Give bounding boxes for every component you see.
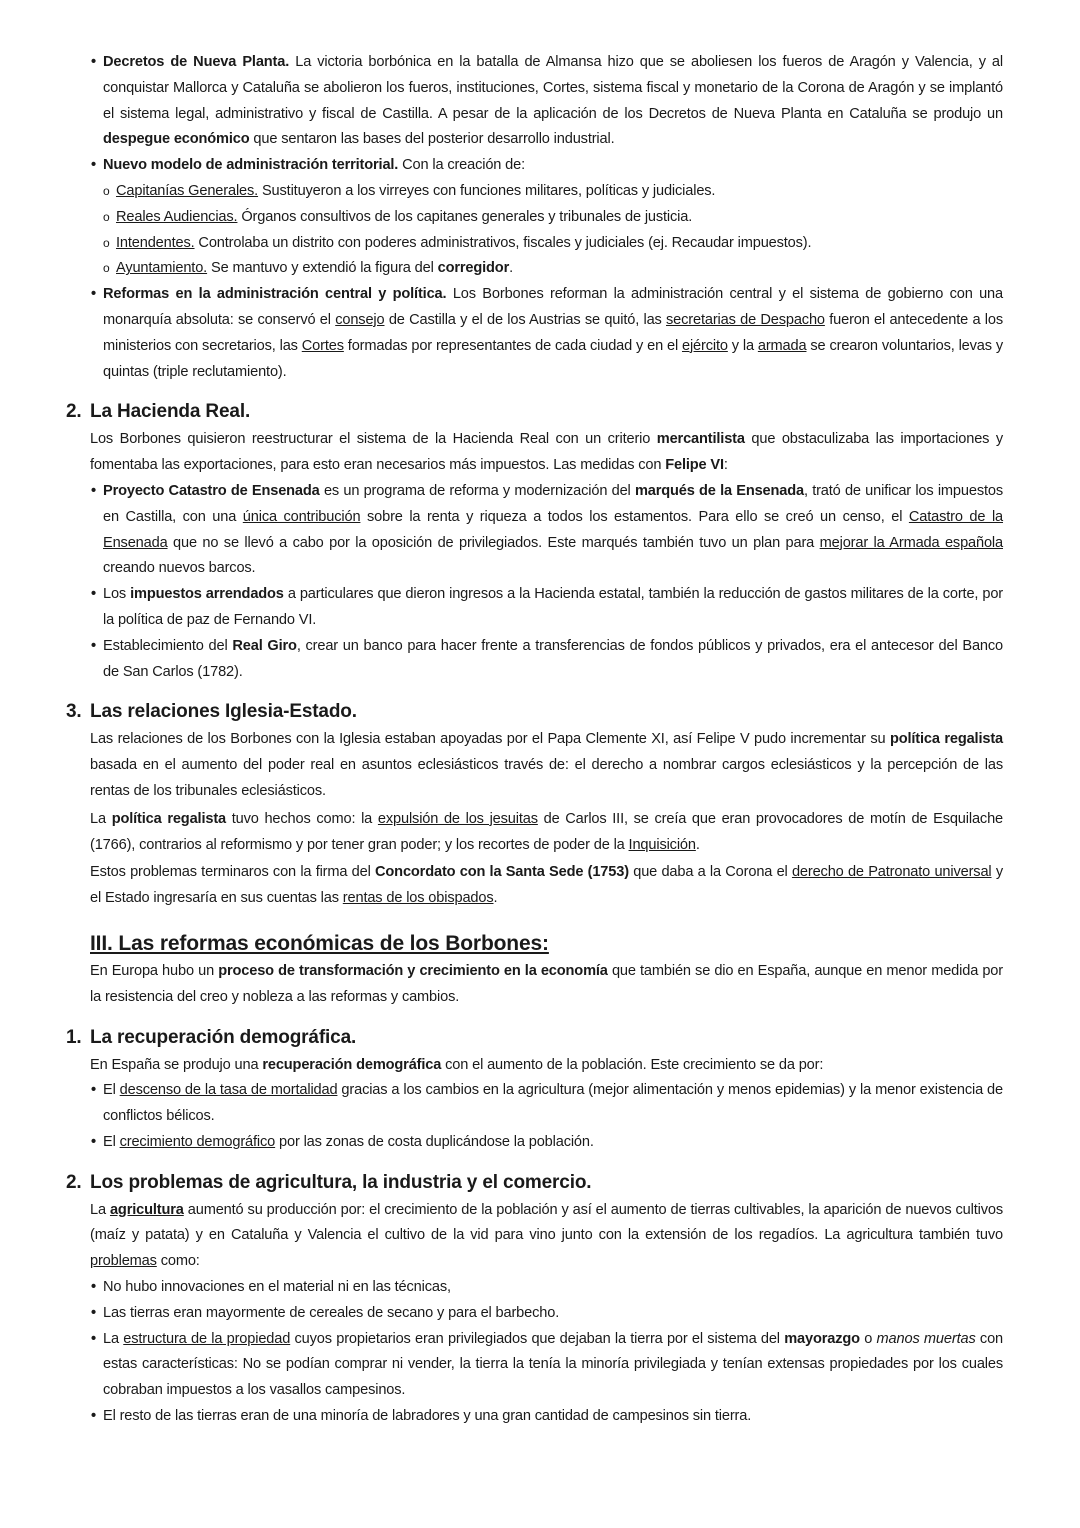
bold-text: marqués de la Ensenada [634,482,804,499]
bullet-item [103,634,1003,686]
underlined-text: secretarias de Despacho [666,311,825,328]
bullet-item [103,282,1003,385]
bullet-item [103,153,1003,179]
underlined-text: descenso de la tasa de mortalidad [119,1082,338,1099]
heading-number: 1. [66,1026,82,1048]
underlined-text: armada [757,337,807,354]
text-run: Las relaciones de los Borbones con la Iglesia estaban apoyadas por el Papa Clemente XI, así Felipe V pudo incrementar su [90,731,890,748]
bullet-item [103,1130,1003,1156]
text-run: Los problemas de agricultura, la industria y el comercio. [90,1171,592,1193]
bullet-item [103,50,1003,153]
bold-text: despegue económico [103,131,250,148]
text-run: . [509,260,513,277]
text-run: , crear un banco para hacer frente a transferencias de fondos públicos y privados, era el antecesor del Banco de San Carlos (1782). [103,637,1004,680]
text-run: que también se dio en España, aunque en menor medida por la resistencia del creo y nobleza a las reformas y cambios. [90,962,1003,1005]
bullet-item [103,1404,1003,1430]
heading-number: 2. [66,401,82,423]
bold-text: Reformas en la administración central y política. [103,286,447,303]
underlined-text: Capitanías Generales. [116,182,259,199]
heading-number: 2. [66,1171,82,1193]
bold-text: Concordato con la Santa Sede (1753) [375,864,629,881]
paragraph [90,807,1003,859]
underlined-text: rentas de los obispados [342,890,494,907]
text-run: III. Las reformas económicas de los Borbones: [90,931,549,955]
text-run: y el Estado ingresaría en sus cuentas las [90,864,1003,907]
text-run: o [859,1330,877,1347]
paragraph [90,727,1003,804]
text-run: que daba a la Corona el [628,864,792,881]
section-heading [66,1170,1080,1196]
text-run: sobre la renta y riqueza a todos los estamentos. Para ello se creó un censo, el [360,508,909,525]
bold-text: Proyecto Catastro de Ensenada [103,482,320,499]
text-run: como: [156,1253,200,1270]
underlined-text: problemas [90,1253,157,1270]
paragraph [90,1198,1003,1275]
underlined-text: estructura de la propiedad [123,1330,291,1347]
text-run: Con la creación de: [398,157,526,174]
text-run: con estas características: No se podían comprar ni vender, la tierra la tenía la minoría privilegiada y tenían extensas propiedades por los cuales cobraban impuestos a los vasallos campesinos. [103,1330,1003,1399]
text-run: Controlaba un distrito con poderes administrativos, fiscales y judiciales (ej. Recaudar impuestos). [194,234,812,251]
underlined-text: derecho de Patronato universal [791,864,992,881]
text-run: Los [103,586,131,603]
text-run: Estos problemas terminaros con la firma del [90,864,376,881]
underlined-text: crecimiento demográfico [119,1133,276,1150]
text-run: que obstaculizaba las importaciones y fomentaba las exportaciones, para esto eran necesarios más impuestos. Las medidas con [90,431,1003,474]
text-run: fueron el antecedente a los ministerios con secretarios, las [103,311,1004,354]
text-run: Los Borbones reforman la administración central y el sistema de gobierno con una monarquía absoluta: se conservó el [103,286,1003,328]
bold-text: corregidor [437,260,510,277]
section-heading [66,399,1080,425]
bullet-item [103,1301,1003,1327]
sub-bullet-item [116,231,1003,257]
text-run: gracias a los cambios en la agricultura (mejor alimentación y menos epidemias) y la menor existencia de conflictos bélicos. [103,1082,1003,1125]
paragraph [90,860,1003,912]
text-run: En Europa hubo un [90,962,219,979]
bold-text: Decretos de Nueva Planta. [103,54,290,70]
text-run: : [723,457,728,474]
underlined-text: mejorar la Armada española [819,534,1003,551]
bold-text: Nuevo modelo de administración territorial. [103,157,399,174]
text-run: con el aumento de la población. Este crecimiento se da por: [441,1056,824,1073]
underlined-text: Intendentes. [116,234,195,251]
chapter-heading [90,930,1080,958]
section-heading [66,699,1080,725]
text-run: La recuperación demográfica. [90,1026,357,1048]
bold-text: mercantilista [656,431,745,448]
text-run: se crearon voluntarios, levas y quintas (triple reclutamiento). [103,337,1003,380]
text-run: Órganos consultivos de los capitanes generales y tribunales de justicia. [237,208,693,225]
underlined-text: expulsión de los jesuitas [377,810,538,827]
sub-bullet-item [116,179,1003,205]
text-run: Se mantuvo y extendió la figura del [207,260,438,277]
text-run: que no se llevó a cabo por la oposición de privilegiados. Este marqués también tuvo un plan para [167,534,820,551]
bold-text: política regalista [889,731,1004,748]
paragraph [90,1053,1003,1079]
text-run: es un programa de reforma y modernización del [319,482,635,499]
text-run: tuvo hechos como: la [226,810,378,827]
text-run: Las relaciones Iglesia-Estado. [90,701,357,723]
text-run: Sustituyeron a los virreyes con funciones militares, políticas y judiciales. [258,182,716,199]
underlined-text: Reales Audiencias. [116,208,238,225]
text-run: La [90,1201,110,1218]
bullet-item [103,1327,1003,1404]
bullet-item [103,1275,1003,1301]
bold-text: impuestos arrendados [130,586,284,603]
underlined-text: Cortes [301,337,344,354]
sub-bullet-item [116,256,1003,282]
text-run: basada en el aumento del poder real en asuntos eclesiásticos través de: el derecho a nombrar cargos eclesiásticos y la percepción de las rentas de los tribunales eclesiásticos. [90,757,1003,799]
bullet-item [103,1078,1003,1130]
text-run: Las tierras eran mayormente de cereales de secano y para el barbecho. [103,1304,560,1321]
text-run: . [493,890,498,907]
text-run: . [695,836,700,853]
document-page [0,50,1080,1430]
paragraph [90,959,1003,1011]
text-run: de Castilla y el de los Austrias se quitó, las [384,311,667,328]
sub-bullet-item [116,205,1003,231]
heading-number: 3. [66,701,82,723]
bullet-item [103,479,1003,582]
bullet-item [103,582,1003,634]
text-run: aumentó su producción por: el crecimiento de la población y así el aumento de tierras cultivables, la aparición de nuevos cultivos (maíz y patata) y en Cataluña y Valencia el cultivo de la vid para vino junto con la extensión de los regadíos. La agricultura también tuvo [90,1201,1003,1244]
text-run: Establecimiento del [103,637,233,654]
text-run: que sentaron las bases del posterior desarrollo industrial. [249,131,615,148]
section-heading [66,1025,1080,1051]
text-run: , trató de unificar los impuestos en Castilla, con una [103,482,1003,525]
text-run: El [103,1133,120,1150]
text-run: El [103,1082,120,1099]
bold-text: recuperación demográfica [262,1056,442,1073]
underlined-text: ejército [681,337,728,354]
underlined-text: Ayuntamiento. [116,260,208,277]
text-run: La [103,1330,124,1347]
underlined-text: única contribución [242,508,361,525]
text-run: por las zonas de costa duplicándose la población. [275,1133,594,1150]
bold-text: Felipe VI [665,457,724,474]
bold-text: Real Giro [232,637,297,654]
text-run: de Carlos III, se creía que eran provocadores de motín de Esquilache (1766), contrarios al reformismo y por tener gran poder; y los recortes de poder de la [90,810,1004,853]
underlined-text: Inquisición [628,836,696,853]
text-run: La victoria borbónica en la batalla de Almansa hizo que se aboliesen los fueros de Aragón y Valencia, y al conquistar Mallorca y Cataluña se abolieron los fueros, instituciones, Cortes, sistema fiscal y monetario de la Corona de Aragón y se implantó el sistema legal, administrativo y fiscal de Castilla. A pesar de la aplicación de los Decretos de Nueva Planta en Cataluña se produjo un [103,54,1003,122]
text-run: cuyos propietarios eran privilegiados que dejaban la tierra por el sistema del [290,1330,785,1347]
text-run: La [90,810,112,827]
text-run: La Hacienda Real. [90,401,251,423]
text-run: formadas por representantes de cada ciudad y en el [343,337,682,354]
bold-text: mayorazgo [784,1330,860,1347]
bold-text: política regalista [111,810,226,827]
underlined-text: Catastro de la Ensenada [103,508,1003,551]
bold-text: proceso de transformación y crecimiento en la economía [218,962,608,979]
italic-text: manos muertas [876,1330,976,1347]
text-run: En España se produjo una [90,1056,263,1073]
text-run: El resto de las tierras eran de una minoría de labradores y una gran cantidad de campesinos sin tierra. [103,1408,752,1425]
paragraph [90,427,1003,479]
text-run: No hubo innovaciones en el material ni en las técnicas, [103,1279,451,1296]
text-run: a particulares que dieron ingresos a la Hacienda estatal, también la reducción de gastos militares de la corte, por la política de paz de Fernando VI. [103,586,1004,628]
bold-text: agricultura [109,1201,184,1218]
text-run: Los Borbones quisieron reestructurar el sistema de la Hacienda Real con un criterio [90,431,657,448]
text-run: y la [727,337,758,354]
text-run: creando nuevos barcos. [103,560,256,577]
underlined-text: consejo [335,311,385,328]
